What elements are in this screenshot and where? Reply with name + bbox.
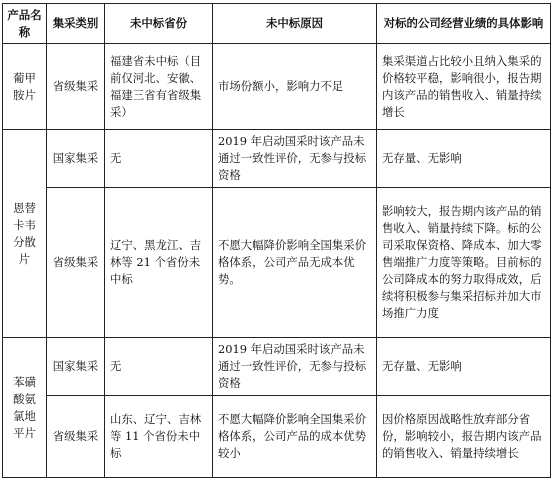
impact-description: 无存量、无影响 [377,130,551,188]
product-name: 苯磺酸氨氯地平片 [3,338,47,478]
bid-result-table [2,3,551,478]
table-header-row [3,4,551,44]
impact-description: 因价格原因战略性放弃部分省份，影响较小，报告期内该产品的销售收入、销量持续增长 [377,396,551,478]
table-row [3,130,551,188]
header-product: 产品名称 [3,4,47,44]
lost-reason: 市场份额小，影响力不足 [213,44,377,130]
impact-description: 集采渠道占比较小且纳入集采的价格较平稳，影响很小，报告期内该产品的销售收入、销量持续增长 [377,44,551,130]
lost-reason: 不愿大幅降价影响全国集采价格体系，公司产品无成本优势。 [213,188,377,338]
table-row [3,338,551,396]
procurement-type: 国家集采 [47,338,105,396]
procurement-type: 省级集采 [47,396,105,478]
header-procurement-type: 集采类别 [47,4,105,44]
table-row [3,188,551,338]
header-impact: 对标的公司经营业绩的具体影响 [377,4,551,44]
table-row [3,396,551,478]
lost-provinces: 山东、辽宁、吉林等 11 个省份未中标 [105,396,213,478]
impact-description: 影响较大，报告期内该产品的销售收入、销量持续下降。标的公司采取保资格、降成本、加大零售端推广力度等策略。目前标的公司降成本的努力取得成效，后续将积极参与集采招标并加大市场推广力度 [377,188,551,338]
impact-description: 无存量、无影响 [377,338,551,396]
lost-provinces: 辽宁、黑龙江、吉林等 21 个省份未中标 [105,188,213,338]
lost-reason: 不愿大幅降价影响全国集采价格体系，公司产品的成本优势较小 [213,396,377,478]
lost-provinces: 无 [105,338,213,396]
header-lost-reason: 未中标原因 [213,4,377,44]
lost-provinces: 无 [105,130,213,188]
product-name: 恩替卡韦分散片 [3,130,47,338]
header-lost-provinces: 未中标省份 [105,4,213,44]
product-name: 葡甲胺片 [3,44,47,130]
procurement-type: 国家集采 [47,130,105,188]
lost-reason: 2019 年启动国采时该产品未通过一致性评价，无参与投标资格 [213,338,377,396]
table-row [3,44,551,130]
lost-provinces: 福建省未中标（目前仅河北、安徽、福建三省有省级集采） [105,44,213,130]
lost-reason: 2019 年启动国采时该产品未通过一致性评价，无参与投标资格 [213,130,377,188]
procurement-type: 省级集采 [47,188,105,338]
procurement-type: 省级集采 [47,44,105,130]
